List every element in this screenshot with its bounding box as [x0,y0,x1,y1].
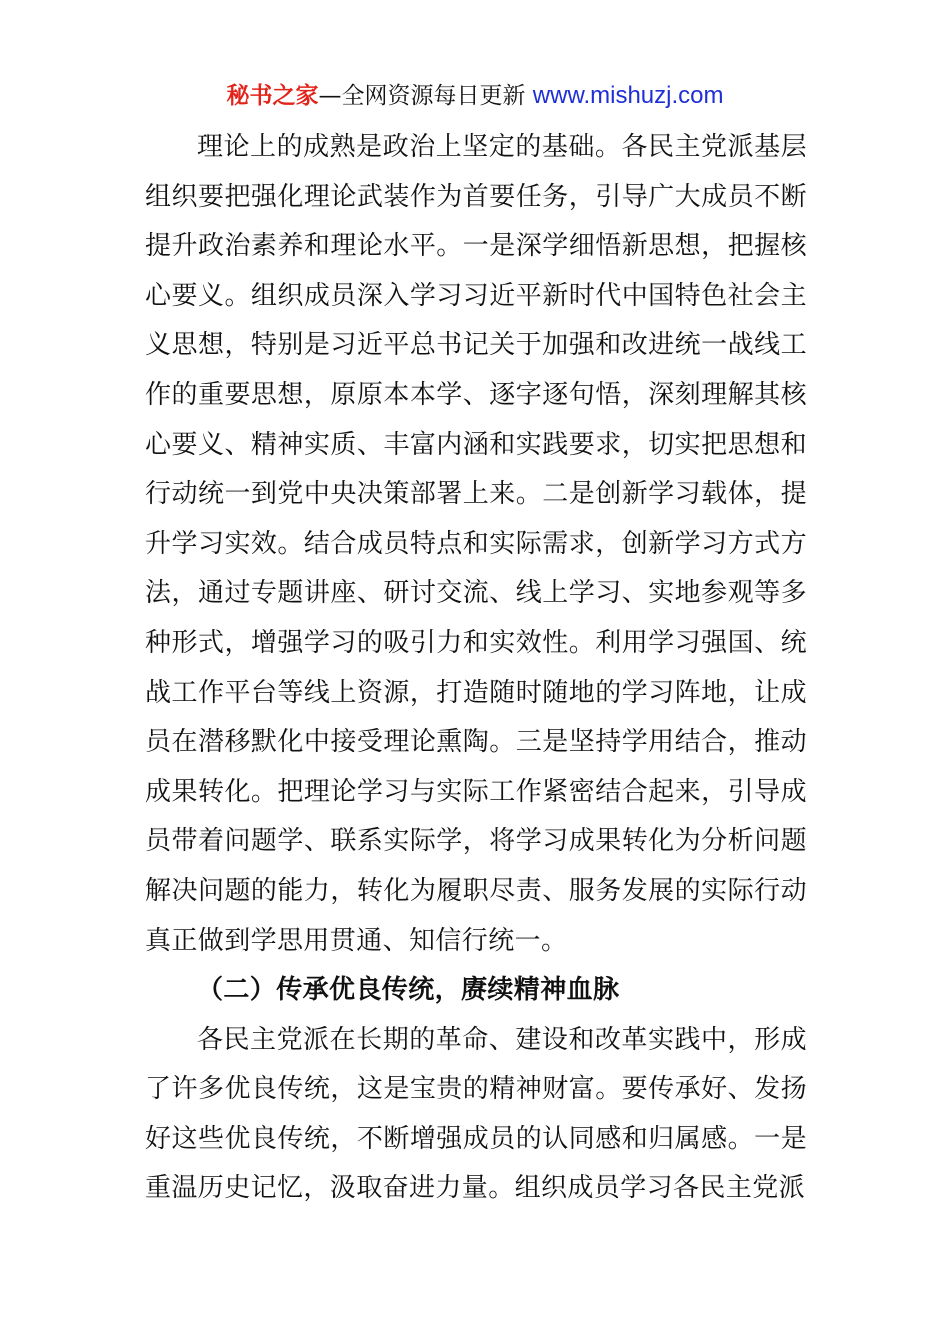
paragraph-theory: 理论上的成熟是政治上坚定的基础。各民主党派基层组织要把强化理论武装作为首要任务，引导广大成员不断提升政治素养和理论水平。一是深学细悟新思想，把握核心要义。组织成员深入学习习近平新时代中国特色社会主义思想，特别是习近平总书记关于加强和改进统一战线工作的重要思想，原原本本学、逐字逐句悟，深刻理解其核心要义、精神实质、丰富内涵和实践要求，切实把思想和行动统一到党中央决策部署上来。二是创新学习载体，提升学习实效。结合成员特点和实际需求，创新学习方式方法，通过专题讲座、研讨交流、线上学习、实地参观等多种形式，增强学习的吸引力和实效性。利用学习强国、统战工作平台等线上资源，打造随时随地的学习阵地，让成员在潜移默化中接受理论熏陶。三是坚持学用结合，推动成果转化。把理论学习与实际工作紧密结合起来，引导成员带着问题学、联系实际学，将学习成果转化为分析问题解决问题的能力，转化为履职尽责、服务发展的实际行动真正做到学思用贯通、知信行统一。 [145,132,807,956]
site-brand: 秘书之家 [226,83,319,109]
site-tagline: —全网资源每日更新 [318,83,526,109]
page-header [0,80,950,112]
document-body [145,123,807,1214]
site-url-link[interactable]: www.mishuzj.com [532,82,724,109]
paragraph-tradition: 各民主党派在长期的革命、建设和改革实践中，形成了许多优良传统，这是宝贵的精神财富。要传承好、发扬好这些优良传统，不断增强成员的认同感和归属感。一是重温历史记忆，汲取奋进力量。组织成员学习各民主党派 [145,1024,807,1204]
section-heading: （二）传承优良传统，赓续精神血脉 [197,975,620,1006]
